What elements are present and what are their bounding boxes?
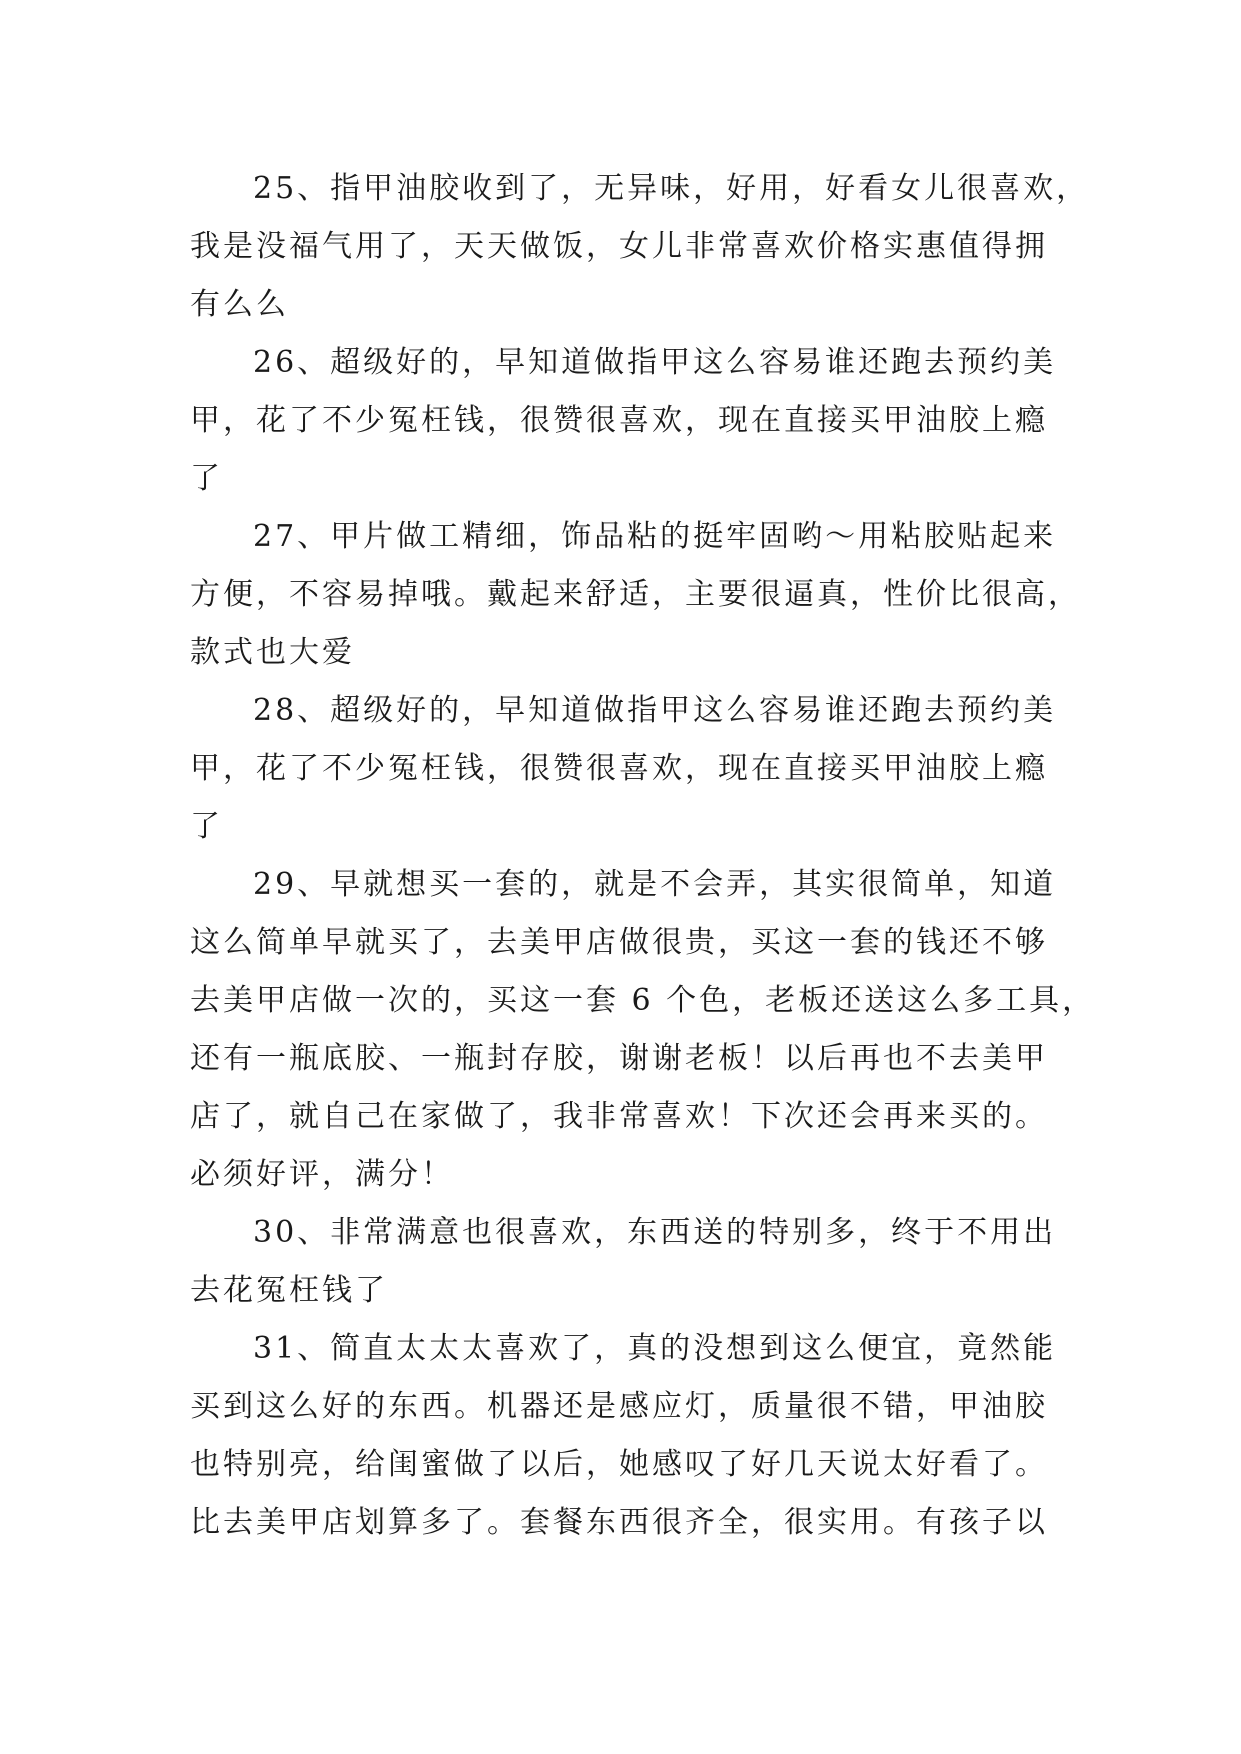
- review-paragraph: [190, 1320, 1060, 1552]
- review-paragraph: [190, 1204, 1060, 1320]
- review-paragraph: [190, 856, 1096, 1204]
- paragraph-line: 买到这么好的东西。机器还是感应灯，质量很不错，甲油胶: [190, 1389, 1048, 1424]
- paragraph-line: 还有一瓶底胶、一瓶封存胶，谢谢老板！以后再也不去美甲: [190, 1041, 1048, 1076]
- paragraph-line: 29、早就想买一套的，就是不会弄，其实很简单，知道: [253, 867, 1057, 902]
- paragraph-line: 必须好评，满分！: [190, 1157, 454, 1192]
- paragraph-line: 26、超级好的，早知道做指甲这么容易谁还跑去预约美: [253, 345, 1057, 380]
- paragraph-line: 也特别亮，给闺蜜做了以后，她感叹了好几天说太好看了。: [190, 1447, 1048, 1482]
- review-paragraph: [190, 334, 1060, 508]
- paragraph-line: 31、简直太太太喜欢了，真的没想到这么便宜，竟然能: [253, 1331, 1057, 1366]
- review-paragraph: [190, 682, 1060, 856]
- paragraph-line: 30、非常满意也很喜欢，东西送的特别多，终于不用出: [253, 1215, 1057, 1250]
- paragraph-line: 28、超级好的，早知道做指甲这么容易谁还跑去预约美: [253, 693, 1057, 728]
- paragraph-line: 这么简单早就买了，去美甲店做很贵，买这一套的钱还不够: [190, 925, 1048, 960]
- paragraph-line: 去美甲店做一次的，买这一套 6 个色，老板还送这么多工具，: [190, 983, 1096, 1018]
- paragraph-line: 了: [190, 809, 223, 844]
- paragraph-line: 有么么: [190, 287, 289, 322]
- paragraph-line: 比去美甲店划算多了。套餐东西很齐全，很实用。有孩子以: [190, 1505, 1048, 1540]
- paragraph-line: 去花冤枉钱了: [190, 1273, 388, 1308]
- paragraph-line: 款式也大爱: [190, 635, 355, 670]
- paragraph-line: 27、甲片做工精细，饰品粘的挺牢固哟～用粘胶贴起来: [253, 519, 1057, 554]
- review-paragraph: [190, 160, 1090, 334]
- paragraph-line: 方便，不容易掉哦。戴起来舒适，主要很逼真，性价比很高，: [190, 577, 1081, 612]
- document-body: [190, 160, 1096, 1552]
- paragraph-line: 我是没福气用了，天天做饭，女儿非常喜欢价格实惠值得拥: [190, 229, 1048, 264]
- paragraph-line: 甲，花了不少冤枉钱，很赞很喜欢，现在直接买甲油胶上瘾: [190, 403, 1048, 438]
- paragraph-line: 店了，就自己在家做了，我非常喜欢！下次还会再来买的。: [190, 1099, 1048, 1134]
- review-paragraph: [190, 508, 1081, 682]
- paragraph-line: 25、指甲油胶收到了，无异味，好用，好看女儿很喜欢，: [253, 171, 1090, 206]
- paragraph-line: 了: [190, 461, 223, 496]
- paragraph-line: 甲，花了不少冤枉钱，很赞很喜欢，现在直接买甲油胶上瘾: [190, 751, 1048, 786]
